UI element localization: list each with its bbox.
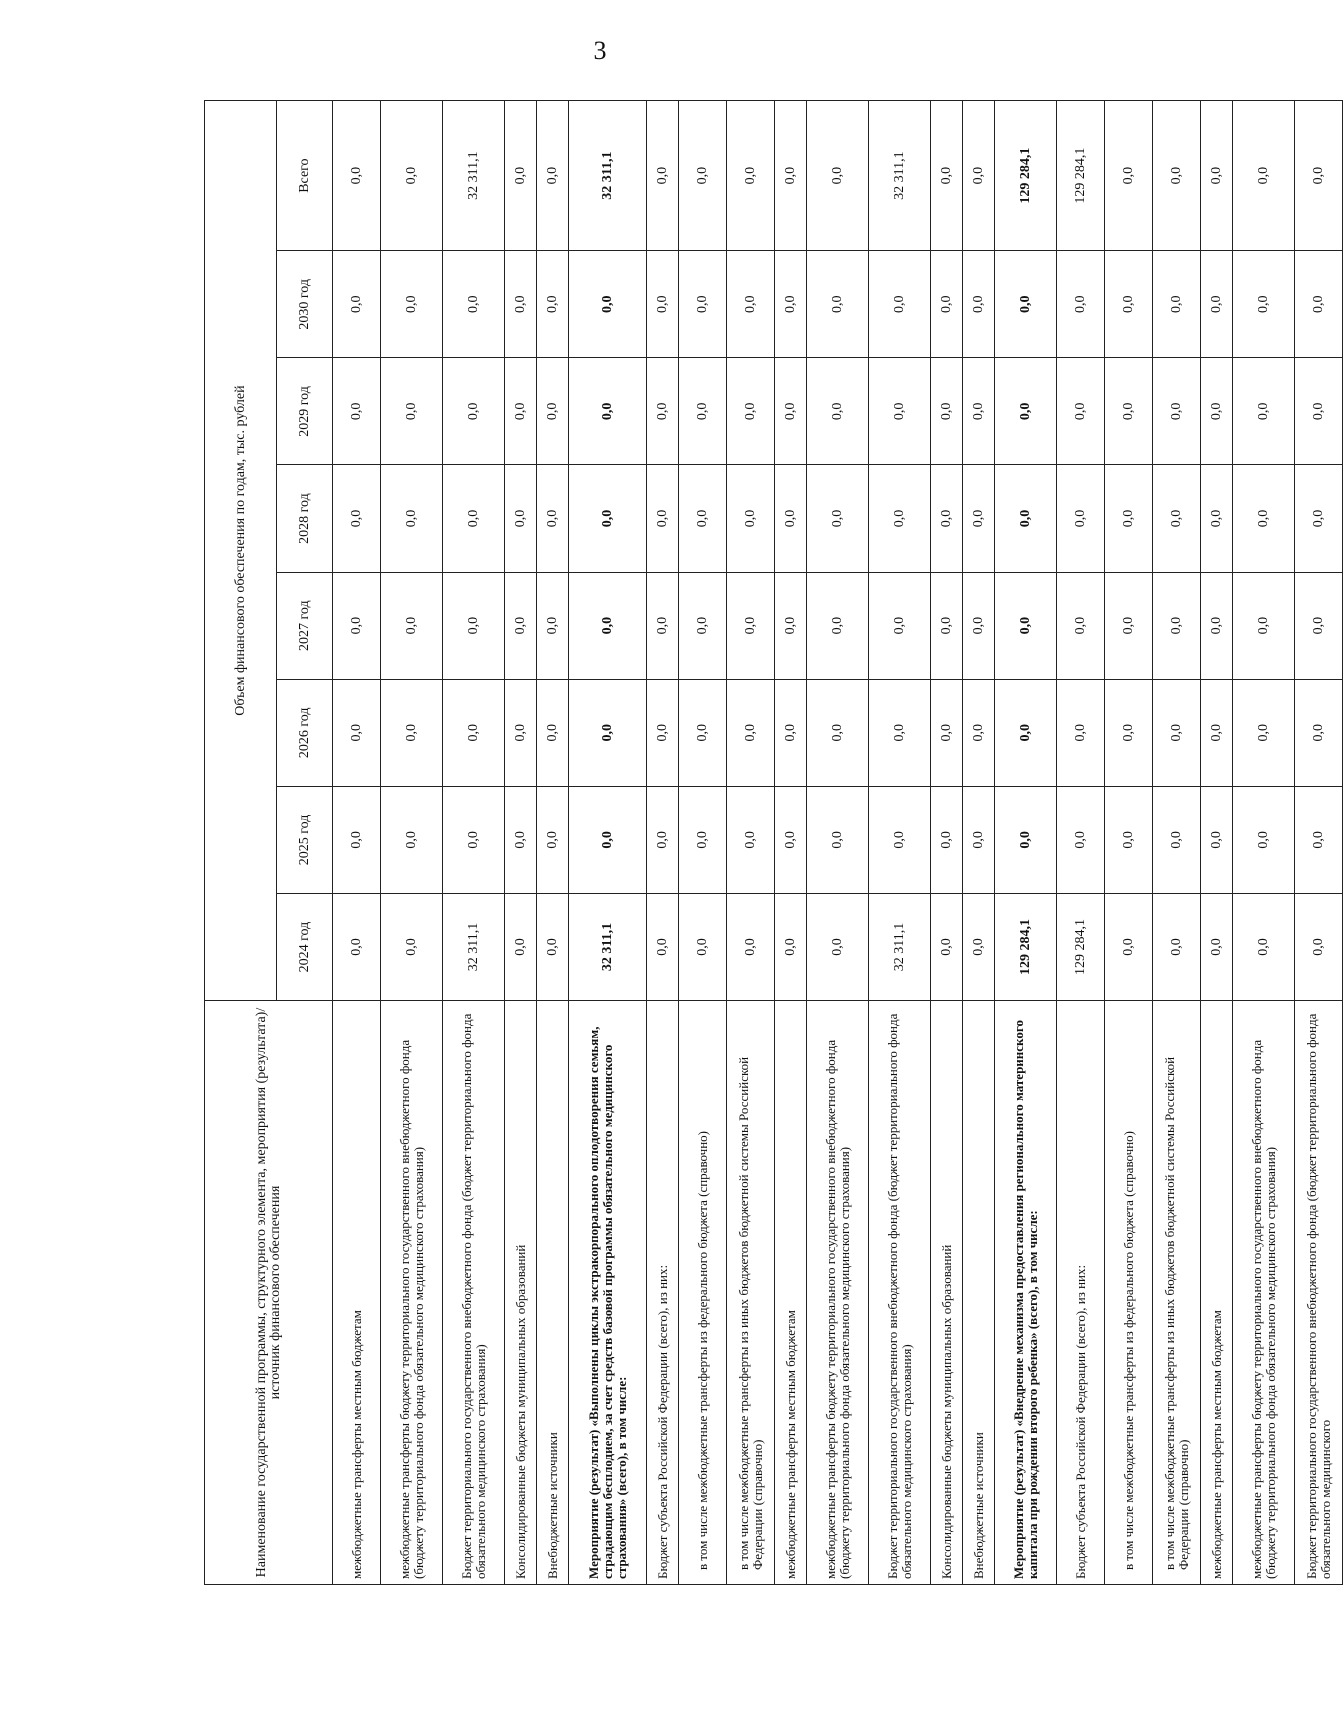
row-year-value: 0,0 — [1153, 572, 1201, 679]
row-year-value: 0,0 — [1201, 572, 1233, 679]
row-year-value: 0,0 — [963, 465, 995, 572]
header-year: 2029 год — [277, 358, 333, 465]
row-year-value: 0,0 — [381, 786, 443, 893]
row-source-name: Бюджет субъекта Российской Федерации (всего), из них: — [1057, 1001, 1105, 1585]
row-year-value: 0,0 — [505, 893, 537, 1000]
row-year-value: 0,0 — [1295, 251, 1343, 358]
row-year-value: 0,0 — [537, 465, 569, 572]
row-source-name: в том числе межбюджетные трансферты из федерального бюджета (справочно) — [1105, 1001, 1153, 1585]
table-row — [537, 101, 569, 1585]
row-year-value: 0,0 — [1201, 465, 1233, 572]
row-year-value: 0,0 — [995, 786, 1057, 893]
row-year-value: 0,0 — [537, 679, 569, 786]
row-year-value: 0,0 — [931, 572, 963, 679]
table-row — [505, 101, 537, 1585]
row-year-value: 0,0 — [1057, 786, 1105, 893]
row-year-value: 129 284,1 — [1057, 893, 1105, 1000]
row-total-value: 0,0 — [647, 101, 679, 251]
row-year-value: 0,0 — [807, 679, 869, 786]
row-year-value: 0,0 — [1153, 679, 1201, 786]
row-year-value: 0,0 — [443, 679, 505, 786]
row-year-value: 0,0 — [1105, 251, 1153, 358]
row-year-value: 0,0 — [1233, 572, 1295, 679]
row-year-value: 0,0 — [647, 893, 679, 1000]
table-row — [679, 101, 727, 1585]
row-source-name: межбюджетные трансферты бюджету территориального государственного внебюджетного фонда (бюджету территориального фонда обязательного медицинского страхования) — [1233, 1001, 1295, 1585]
row-year-value: 0,0 — [569, 679, 647, 786]
row-year-value: 32 311,1 — [569, 893, 647, 1000]
row-total-value: 32 311,1 — [569, 101, 647, 251]
table-body — [333, 101, 1343, 1585]
row-source-name: межбюджетные трансферты бюджету территориального государственного внебюджетного фонда (бюджету территориального фонда обязательного медицинского страхования) — [381, 1001, 443, 1585]
row-year-value: 0,0 — [727, 358, 775, 465]
row-year-value: 0,0 — [1057, 465, 1105, 572]
row-total-value: 0,0 — [1233, 101, 1295, 251]
row-year-value: 0,0 — [443, 572, 505, 679]
row-year-value: 0,0 — [333, 358, 381, 465]
row-year-value: 0,0 — [1105, 572, 1153, 679]
row-source-name: Бюджет субъекта Российской Федерации (всего), из них: — [647, 1001, 679, 1585]
row-year-value: 0,0 — [569, 251, 647, 358]
row-year-value: 0,0 — [443, 251, 505, 358]
row-year-value: 0,0 — [1233, 251, 1295, 358]
row-year-value: 0,0 — [505, 358, 537, 465]
row-year-value: 0,0 — [807, 251, 869, 358]
table-row — [995, 101, 1057, 1585]
row-year-value: 0,0 — [381, 251, 443, 358]
row-year-value: 0,0 — [679, 893, 727, 1000]
row-year-value: 0,0 — [569, 465, 647, 572]
row-year-value: 0,0 — [931, 786, 963, 893]
row-year-value: 129 284,1 — [995, 893, 1057, 1000]
row-total-value: 0,0 — [1201, 101, 1233, 251]
row-year-value: 0,0 — [931, 251, 963, 358]
header-total: Всего — [277, 101, 333, 251]
row-year-value: 0,0 — [995, 572, 1057, 679]
row-source-name: в том числе межбюджетные трансферты из федерального бюджета (справочно) — [679, 1001, 727, 1585]
row-year-value: 0,0 — [1153, 465, 1201, 572]
row-source-name: Бюджет территориального государственного внебюджетного фонда (бюджет территориального фонда обязательного медицинского — [1295, 1001, 1343, 1585]
row-year-value: 0,0 — [679, 572, 727, 679]
row-total-value: 0,0 — [505, 101, 537, 251]
row-year-value: 0,0 — [995, 358, 1057, 465]
row-total-value: 0,0 — [963, 101, 995, 251]
row-source-name: межбюджетные трансферты бюджету территориального государственного внебюджетного фонда (бюджету территориального фонда обязательного медицинского страхования) — [807, 1001, 869, 1585]
row-year-value: 0,0 — [1057, 572, 1105, 679]
row-year-value: 0,0 — [333, 251, 381, 358]
row-total-value: 32 311,1 — [869, 101, 931, 251]
row-total-value: 0,0 — [727, 101, 775, 251]
row-year-value: 0,0 — [443, 786, 505, 893]
row-year-value: 0,0 — [443, 465, 505, 572]
row-year-value: 0,0 — [569, 572, 647, 679]
row-year-value: 0,0 — [333, 786, 381, 893]
row-source-name: Мероприятие (результат) «Внедрение механизма предоставления регионального материнского капитала при рождении второго ребенка» (всего), в том числе: — [995, 1001, 1057, 1585]
table-row — [381, 101, 443, 1585]
row-year-value: 0,0 — [381, 465, 443, 572]
row-year-value: 0,0 — [963, 893, 995, 1000]
page-number: 3 — [593, 36, 607, 65]
row-year-value: 0,0 — [1233, 679, 1295, 786]
row-year-value: 0,0 — [647, 251, 679, 358]
row-year-value: 0,0 — [333, 679, 381, 786]
row-year-value: 0,0 — [775, 786, 807, 893]
header-year: 2028 год — [277, 465, 333, 572]
row-total-value: 0,0 — [931, 101, 963, 251]
row-year-value: 0,0 — [1295, 679, 1343, 786]
row-year-value: 0,0 — [537, 572, 569, 679]
row-year-value: 0,0 — [995, 679, 1057, 786]
table-row — [869, 101, 931, 1585]
row-year-value: 0,0 — [1295, 572, 1343, 679]
row-year-value: 0,0 — [505, 786, 537, 893]
row-year-value: 0,0 — [569, 358, 647, 465]
row-source-name: Бюджет территориального государственного внебюджетного фонда (бюджет территориального фонда обязательного медицинского страхования) — [869, 1001, 931, 1585]
row-year-value: 0,0 — [537, 786, 569, 893]
header-year: 2030 год — [277, 251, 333, 358]
row-total-value: 0,0 — [807, 101, 869, 251]
row-year-value: 0,0 — [1105, 679, 1153, 786]
header-year: 2026 год — [277, 679, 333, 786]
row-year-value: 0,0 — [679, 251, 727, 358]
table-header-row-1 — [205, 101, 277, 1585]
row-year-value: 0,0 — [869, 786, 931, 893]
row-total-value: 32 311,1 — [443, 101, 505, 251]
row-year-value: 0,0 — [1201, 786, 1233, 893]
row-year-value: 0,0 — [1201, 251, 1233, 358]
row-year-value: 0,0 — [727, 251, 775, 358]
row-year-value: 0,0 — [647, 358, 679, 465]
row-year-value: 0,0 — [1153, 251, 1201, 358]
table-row — [1105, 101, 1153, 1585]
row-year-value: 0,0 — [727, 572, 775, 679]
row-year-value: 0,0 — [869, 679, 931, 786]
row-year-value: 0,0 — [679, 786, 727, 893]
row-year-value: 0,0 — [647, 572, 679, 679]
row-total-value: 0,0 — [1153, 101, 1201, 251]
table-row — [1233, 101, 1295, 1585]
row-year-value: 0,0 — [1233, 786, 1295, 893]
header-year: 2027 год — [277, 572, 333, 679]
table-row — [807, 101, 869, 1585]
row-total-value: 0,0 — [775, 101, 807, 251]
row-year-value: 0,0 — [931, 893, 963, 1000]
row-year-value: 0,0 — [727, 465, 775, 572]
row-year-value: 0,0 — [869, 251, 931, 358]
rotated-table-container — [204, 100, 1333, 1585]
row-year-value: 0,0 — [727, 679, 775, 786]
row-total-value: 0,0 — [333, 101, 381, 251]
row-year-value: 0,0 — [963, 786, 995, 893]
row-year-value: 0,0 — [1153, 358, 1201, 465]
row-year-value: 0,0 — [963, 679, 995, 786]
row-year-value: 0,0 — [1057, 251, 1105, 358]
row-year-value: 0,0 — [1105, 358, 1153, 465]
row-year-value: 0,0 — [679, 679, 727, 786]
row-year-value: 0,0 — [1295, 465, 1343, 572]
row-year-value: 0,0 — [807, 786, 869, 893]
row-year-value: 0,0 — [1153, 893, 1201, 1000]
row-year-value: 0,0 — [931, 358, 963, 465]
row-year-value: 0,0 — [537, 893, 569, 1000]
row-total-value: 0,0 — [679, 101, 727, 251]
row-source-name: межбюджетные трансферты местным бюджетам — [333, 1001, 381, 1585]
row-year-value: 0,0 — [1105, 465, 1153, 572]
row-year-value: 0,0 — [807, 572, 869, 679]
row-year-value: 0,0 — [963, 358, 995, 465]
row-year-value: 0,0 — [807, 893, 869, 1000]
row-year-value: 0,0 — [869, 465, 931, 572]
row-year-value: 0,0 — [333, 893, 381, 1000]
row-total-value: 0,0 — [1105, 101, 1153, 251]
row-source-name: межбюджетные трансферты местным бюджетам — [775, 1001, 807, 1585]
row-year-value: 0,0 — [775, 679, 807, 786]
table-row — [1295, 101, 1343, 1585]
row-year-value: 0,0 — [1105, 893, 1153, 1000]
row-year-value: 0,0 — [1057, 358, 1105, 465]
row-year-value: 0,0 — [869, 572, 931, 679]
row-year-value: 0,0 — [775, 358, 807, 465]
table-row — [775, 101, 807, 1585]
row-total-value: 0,0 — [537, 101, 569, 251]
row-year-value: 0,0 — [1201, 679, 1233, 786]
row-year-value: 32 311,1 — [443, 893, 505, 1000]
row-year-value: 0,0 — [727, 786, 775, 893]
row-source-name: Внебюджетные источники — [537, 1001, 569, 1585]
row-year-value: 0,0 — [963, 572, 995, 679]
row-year-value: 0,0 — [333, 465, 381, 572]
row-year-value: 0,0 — [1057, 679, 1105, 786]
row-year-value: 0,0 — [1295, 893, 1343, 1000]
row-year-value: 0,0 — [931, 465, 963, 572]
row-year-value: 0,0 — [333, 572, 381, 679]
row-source-name: Консолидированные бюджеты муниципальных образований — [931, 1001, 963, 1585]
row-year-value: 0,0 — [807, 465, 869, 572]
table-row — [647, 101, 679, 1585]
row-year-value: 0,0 — [775, 465, 807, 572]
row-year-value: 0,0 — [727, 893, 775, 1000]
row-year-value: 0,0 — [647, 786, 679, 893]
row-year-value: 0,0 — [995, 251, 1057, 358]
table-row — [1153, 101, 1201, 1585]
row-year-value: 0,0 — [775, 893, 807, 1000]
header-name-column: Наименование государственной программы, структурного элемента, мероприятия (результата)/источник финансового обеспечения — [205, 1001, 333, 1585]
row-year-value: 0,0 — [963, 251, 995, 358]
row-year-value: 0,0 — [995, 465, 1057, 572]
table-row — [333, 101, 381, 1585]
row-year-value: 0,0 — [807, 358, 869, 465]
table-row — [1057, 101, 1105, 1585]
row-year-value: 0,0 — [679, 358, 727, 465]
row-year-value: 32 311,1 — [869, 893, 931, 1000]
row-total-value: 0,0 — [1295, 101, 1343, 251]
row-year-value: 0,0 — [679, 465, 727, 572]
row-source-name: в том числе межбюджетные трансферты из иных бюджетов бюджетной системы Российской Федерации (справочно) — [727, 1001, 775, 1585]
row-total-value: 0,0 — [381, 101, 443, 251]
row-source-name: в том числе межбюджетные трансферты из иных бюджетов бюджетной системы Российской Федерации (справочно) — [1153, 1001, 1201, 1585]
row-year-value: 0,0 — [931, 679, 963, 786]
row-year-value: 0,0 — [505, 251, 537, 358]
row-year-value: 0,0 — [1233, 893, 1295, 1000]
table-row — [443, 101, 505, 1585]
row-year-value: 0,0 — [505, 572, 537, 679]
table-row — [727, 101, 775, 1585]
header-year: 2025 год — [277, 786, 333, 893]
table-row — [1201, 101, 1233, 1585]
row-source-name: Мероприятие (результат) «Выполнены циклы экстракорпорального оплодотворения семьям, страдающим бесплодием, за счет средств базовой программы обязательного медицинского страхования» (всего), в том числе: — [569, 1001, 647, 1585]
row-year-value: 0,0 — [505, 465, 537, 572]
row-year-value: 0,0 — [647, 465, 679, 572]
financing-table — [204, 100, 1343, 1585]
row-source-name: Внебюджетные источники — [963, 1001, 995, 1585]
row-year-value: 0,0 — [1233, 465, 1295, 572]
row-year-value: 0,0 — [775, 572, 807, 679]
row-year-value: 0,0 — [1201, 893, 1233, 1000]
row-source-name: Бюджет территориального государственного внебюджетного фонда (бюджет территориального фонда обязательного медицинского страхования) — [443, 1001, 505, 1585]
row-year-value: 0,0 — [381, 679, 443, 786]
row-source-name: Консолидированные бюджеты муниципальных образований — [505, 1001, 537, 1585]
table-row — [963, 101, 995, 1585]
row-year-value: 0,0 — [381, 893, 443, 1000]
row-year-value: 0,0 — [537, 358, 569, 465]
row-year-value: 0,0 — [1201, 358, 1233, 465]
row-year-value: 0,0 — [1295, 786, 1343, 893]
row-year-value: 0,0 — [1295, 358, 1343, 465]
row-year-value: 0,0 — [1153, 786, 1201, 893]
row-year-value: 0,0 — [869, 358, 931, 465]
row-total-value: 129 284,1 — [1057, 101, 1105, 251]
table-row — [569, 101, 647, 1585]
header-financing-group: Объем финансового обеспечения по годам, тыс. рублей — [205, 101, 277, 1001]
row-year-value: 0,0 — [1105, 786, 1153, 893]
table-row — [931, 101, 963, 1585]
row-year-value: 0,0 — [1233, 358, 1295, 465]
row-year-value: 0,0 — [443, 358, 505, 465]
row-source-name: межбюджетные трансферты местным бюджетам — [1201, 1001, 1233, 1585]
row-year-value: 0,0 — [647, 679, 679, 786]
row-year-value: 0,0 — [537, 251, 569, 358]
row-year-value: 0,0 — [381, 572, 443, 679]
row-year-value: 0,0 — [569, 786, 647, 893]
row-year-value: 0,0 — [381, 358, 443, 465]
header-year: 2024 год — [277, 893, 333, 1000]
row-year-value: 0,0 — [775, 251, 807, 358]
row-year-value: 0,0 — [505, 679, 537, 786]
row-total-value: 129 284,1 — [995, 101, 1057, 251]
